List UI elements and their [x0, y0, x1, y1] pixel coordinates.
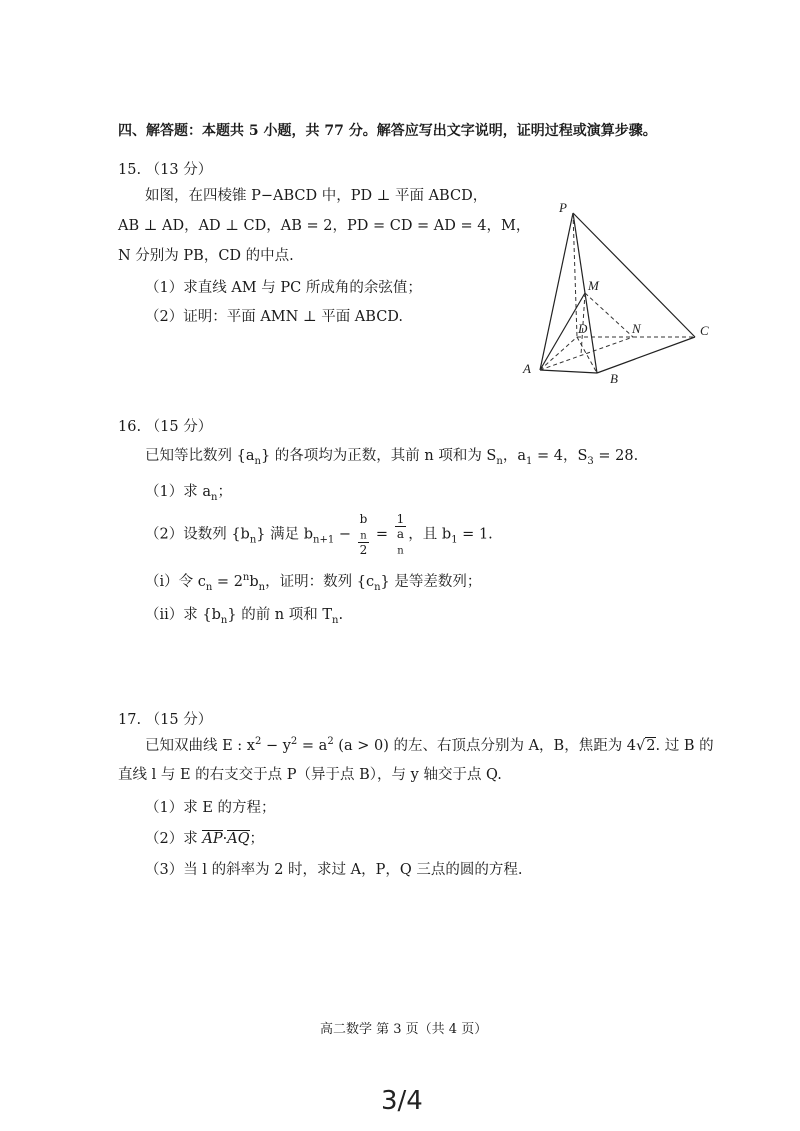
q16-sub-i-e: } 是等差数列；	[380, 574, 482, 590]
edge-BC	[597, 337, 695, 373]
q16-frac2-den-a: a	[396, 527, 405, 541]
vector-AP: AP	[202, 831, 223, 847]
q17-stem1-sqrt: 2	[646, 738, 656, 754]
q16-frac2-den-sub: n	[397, 545, 404, 557]
q16-frac-num-sub: n	[360, 530, 367, 542]
label-D: D	[578, 321, 588, 336]
q16-sub-ii-c: .	[338, 607, 344, 623]
q16-part2-sub2: n+1	[313, 534, 335, 546]
q17-header: 17. （15 分）	[118, 712, 213, 728]
segment-MN	[585, 293, 633, 337]
q16-sub-i-sub: n	[205, 581, 213, 593]
label-C: C	[700, 323, 709, 338]
q16-part2-e: ，且 b	[408, 526, 452, 543]
q17-stem1-a: 已知双曲线 E : x	[145, 738, 255, 754]
q16-stem-d-sub: 3	[587, 455, 594, 467]
q16-part2-sub: n	[249, 534, 257, 546]
q16-fraction-1-over-an	[395, 513, 407, 556]
q16-sub-i-sub2: n	[258, 581, 266, 593]
q16-stem-b-sub: n	[496, 455, 503, 467]
q15-stem-line2: AB ⊥ AD，AD ⊥ CD，AB = 2，PD = CD = AD = 4，M，	[118, 218, 531, 234]
q17-stem1-b: − y	[261, 738, 291, 754]
q17-stem1-sup2: 2	[290, 736, 298, 748]
q17-stem-line2: 直线 l 与 E 的右支交于点 P（异于点 B），与 y 轴交于点 Q.	[118, 767, 502, 783]
q16-part2-sub3: 1	[451, 534, 458, 546]
q17-part2-dot: ·	[222, 831, 228, 847]
q17-part3: （3）当 l 的斜率为 2 时，求过 A，P，Q 三点的圆的方程.	[145, 862, 523, 878]
q15-stem-line3: N 分别为 PB，CD 的中点.	[118, 248, 294, 264]
sqrt-symbol: √	[636, 738, 646, 754]
q15-part2: （2）证明：平面 AMN ⊥ 平面 ABCD.	[145, 309, 404, 325]
q16-sub-i-c: b	[249, 574, 259, 590]
q16-part1	[145, 480, 232, 503]
q16-part2-f: = 1.	[457, 526, 493, 543]
q15-header: 15. （13 分）	[118, 162, 213, 178]
q17-part1: （1）求 E 的方程；	[145, 800, 276, 816]
q16-part2-b: } 满足 b	[256, 526, 314, 543]
q16-part2-a: （2）设数列 {b	[145, 526, 250, 543]
q16-part2	[145, 513, 493, 556]
q17-stem1-c: = a	[297, 738, 328, 754]
q16-stem-d: = 4，S	[532, 448, 588, 464]
q16-sub-i-sup: n	[242, 572, 250, 584]
label-A: A	[523, 361, 531, 376]
q16-sub-ii-a: （ii）求 {b	[145, 607, 221, 623]
q16-stem-a-sub: n	[254, 455, 261, 467]
section-heading: 四、解答题：本题共 5 小题，共 77 分。解答应写出文字说明，证明过程或演算步骤。	[118, 123, 657, 139]
q16-sub-ii-sub: n	[220, 614, 228, 626]
label-P: P	[559, 200, 567, 215]
edge-PC	[573, 213, 695, 337]
q16-sub-i-b: = 2	[212, 574, 243, 590]
q16-stem-c: ，a	[502, 448, 526, 464]
edge-PA	[540, 213, 573, 370]
label-M: M	[588, 278, 599, 293]
label-B: B	[610, 371, 618, 386]
q16-part2-c: −	[334, 526, 356, 543]
q16-sub-i-d: ，证明：数列 {c	[265, 574, 375, 590]
q15-stem-line1: 如图，在四棱锥 P−ABCD 中，PD ⊥ 平面 ABCD，	[145, 188, 488, 204]
q16-sub-ii-sub2: n	[332, 614, 339, 626]
q15-part1: （1）求直线 AM 与 PC 所成角的余弦值；	[145, 280, 422, 296]
q16-stem-b: } 的各项均为正数，其前 n 项和为 S	[260, 448, 497, 464]
q16-sub-ii-b: } 的前 n 项和 T	[227, 607, 333, 623]
pyramid-figure	[515, 195, 725, 390]
q17-stem1-d: (a > 0) 的左、右顶点分别为 A，B，焦距为 4	[333, 738, 637, 754]
q16-part1-sub: n	[210, 491, 218, 503]
q17-stem1-sup1: 2	[254, 736, 262, 748]
q16-part1-a: （1）求 a	[145, 484, 211, 500]
q17-stem1-e: . 过 B 的	[655, 738, 714, 754]
q16-stem-c-sub: 1	[525, 455, 533, 467]
q16-part2-d: =	[371, 526, 393, 543]
q16-stem-e: = 28.	[593, 448, 639, 464]
q16-fraction-bn-over-2	[358, 513, 370, 556]
q16-sub-ii	[145, 603, 343, 626]
q16-sub-i-sub3: n	[374, 581, 381, 593]
q16-sub-i	[145, 570, 481, 593]
label-N: N	[632, 321, 641, 336]
edge-AB	[540, 370, 597, 373]
q17-part2-b: ；	[249, 831, 265, 847]
q17-part2	[145, 827, 264, 848]
q16-header: 16. （15 分）	[118, 419, 213, 435]
q17-stem1-sup3: 2	[327, 736, 334, 748]
q16-frac2-num: 1	[396, 512, 405, 526]
q16-frac-den: 2	[359, 543, 368, 558]
vector-AQ: AQ	[227, 831, 250, 847]
q17-part2-a: （2）求	[145, 831, 203, 847]
q16-frac-num	[358, 513, 370, 543]
q16-stem	[145, 444, 638, 467]
page-footer: 高二数学 第 3 页（共 4 页）	[320, 1022, 488, 1037]
q17-stem-line1	[145, 734, 714, 755]
q16-part1-b: ；	[217, 484, 232, 500]
q16-frac2-den	[395, 527, 407, 556]
q16-sub-i-a: （i）令 c	[145, 574, 206, 590]
page-indicator: 3/4	[381, 1086, 423, 1116]
edge-PD	[573, 213, 577, 337]
q16-frac-num-b: b	[359, 512, 368, 526]
q16-stem-a: 已知等比数列 {a	[145, 448, 255, 464]
